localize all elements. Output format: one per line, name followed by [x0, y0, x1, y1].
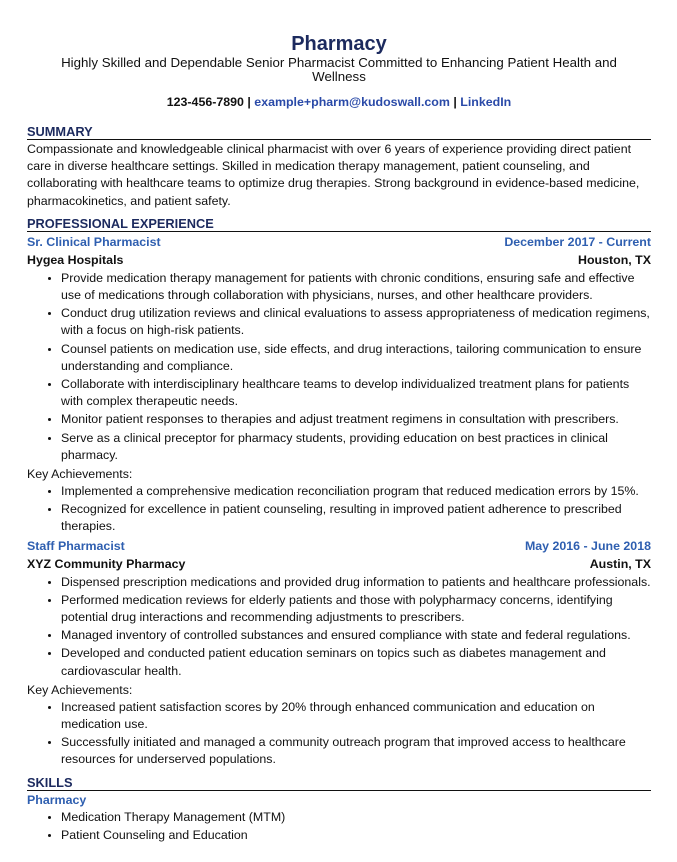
list-item: • Managed inventory of controlled substances and ensured compliance with state and federal regulations. [61, 627, 651, 644]
list-item: • Collaborate with interdisciplinary healthcare teams to develop individualized treatment plans for patients with complex therapeutic needs. [61, 376, 651, 410]
linkedin-link[interactable]: LinkedIn [460, 95, 512, 109]
job-dates: May 2016 - June 2018 [524, 538, 651, 553]
job-title-row [27, 537, 651, 555]
responsibility-list [27, 574, 651, 680]
achievements-label: Key Achievements: [27, 467, 133, 482]
company-location: Houston, TX [578, 252, 651, 267]
resume-name: Pharmacy [291, 33, 387, 55]
separator: | [247, 95, 251, 109]
list-item: • Developed and conducted patient education seminars on topics such as diabetes management and cardiovascular health. [61, 645, 651, 679]
job-entry [27, 233, 651, 536]
list-item: • Increased patient satisfaction scores by 20% through enhanced communication and education on medication use. [61, 699, 651, 733]
separator: | [453, 95, 457, 109]
contact-line [27, 94, 651, 110]
job-dates: December 2017 - Current [504, 234, 651, 249]
list-item: • Medication Therapy Management (MTM) [61, 809, 651, 826]
company-name: XYZ Community Pharmacy [27, 556, 186, 571]
skill-category: Pharmacy [27, 792, 87, 807]
job-role: Staff Pharmacist [27, 538, 125, 553]
skills-list [27, 809, 651, 844]
phone-number: 123-456-7890 [166, 95, 244, 109]
achievements-label: Key Achievements: [27, 682, 133, 697]
achievement-list [27, 483, 651, 536]
list-item: • Implemented a comprehensive medication reconciliation program that reduced medication errors by 15%. [61, 483, 651, 500]
list-item: • Dispensed prescription medications and provided drug information to patients and healthcare professionals. [61, 574, 651, 591]
job-title-row [27, 233, 651, 251]
company-row [27, 555, 651, 574]
list-item: • Conduct drug utilization reviews and clinical evaluations to assess appropriateness of medication regimens, with a focus on high-risk patients. [61, 305, 651, 339]
skills-heading: SKILLS [27, 775, 651, 791]
company-row [27, 251, 651, 270]
resume-page [27, 33, 651, 845]
list-item: • Serve as a clinical preceptor for pharmacy students, providing education on best practices in clinical pharmacy. [61, 430, 651, 464]
list-item: • Provide medication therapy management for patients with chronic conditions, ensuring safe and effective use of medications through collaboration with physicians, nurses, and other healthcare providers. [61, 270, 651, 304]
list-item: • Recognized for excellence in patient counseling, resulting in improved patient adherence to prescribed therapies. [61, 501, 651, 535]
summary-text: Compassionate and knowledgeable clinical pharmacist with over 6 years of experience providing direct patient care in diverse healthcare settings. Skilled in medication therapy management, patient counseling, and collaborating with healthcare teams to optimize drug therapies. Strong background in evidence-based medicine, pharmacokinetics, and patient safety. [27, 142, 640, 208]
resume-headline: Highly Skilled and Dependable Senior Pharmacist Committed to Enhancing Patient Health and Wellness [61, 55, 617, 84]
list-item: • Counsel patients on medication use, side effects, and drug interactions, tailoring communication to ensure understanding and compliance. [61, 341, 651, 375]
list-item: • Performed medication reviews for elderly patients and those with polypharmacy concerns, identifying potential drug interactions and recommending adjustments to prescribers. [61, 592, 651, 626]
achievement-list [27, 699, 651, 769]
email-link[interactable]: example+pharm@kudoswall.com [254, 95, 450, 109]
responsibility-list [27, 270, 651, 464]
company-name: Hygea Hospitals [27, 252, 124, 267]
summary-heading: SUMMARY [27, 124, 651, 140]
job-role: Sr. Clinical Pharmacist [27, 234, 161, 249]
list-item: • Patient Counseling and Education [61, 827, 651, 844]
experience-heading: PROFESSIONAL EXPERIENCE [27, 216, 651, 232]
list-item: • Successfully initiated and managed a community outreach program that improved access to healthcare resources for underserved populations. [61, 734, 651, 768]
list-item: • Monitor patient responses to therapies and adjust treatment regimens in consultation with prescribers. [61, 411, 651, 428]
company-location: Austin, TX [589, 556, 651, 571]
job-entry [27, 537, 651, 769]
